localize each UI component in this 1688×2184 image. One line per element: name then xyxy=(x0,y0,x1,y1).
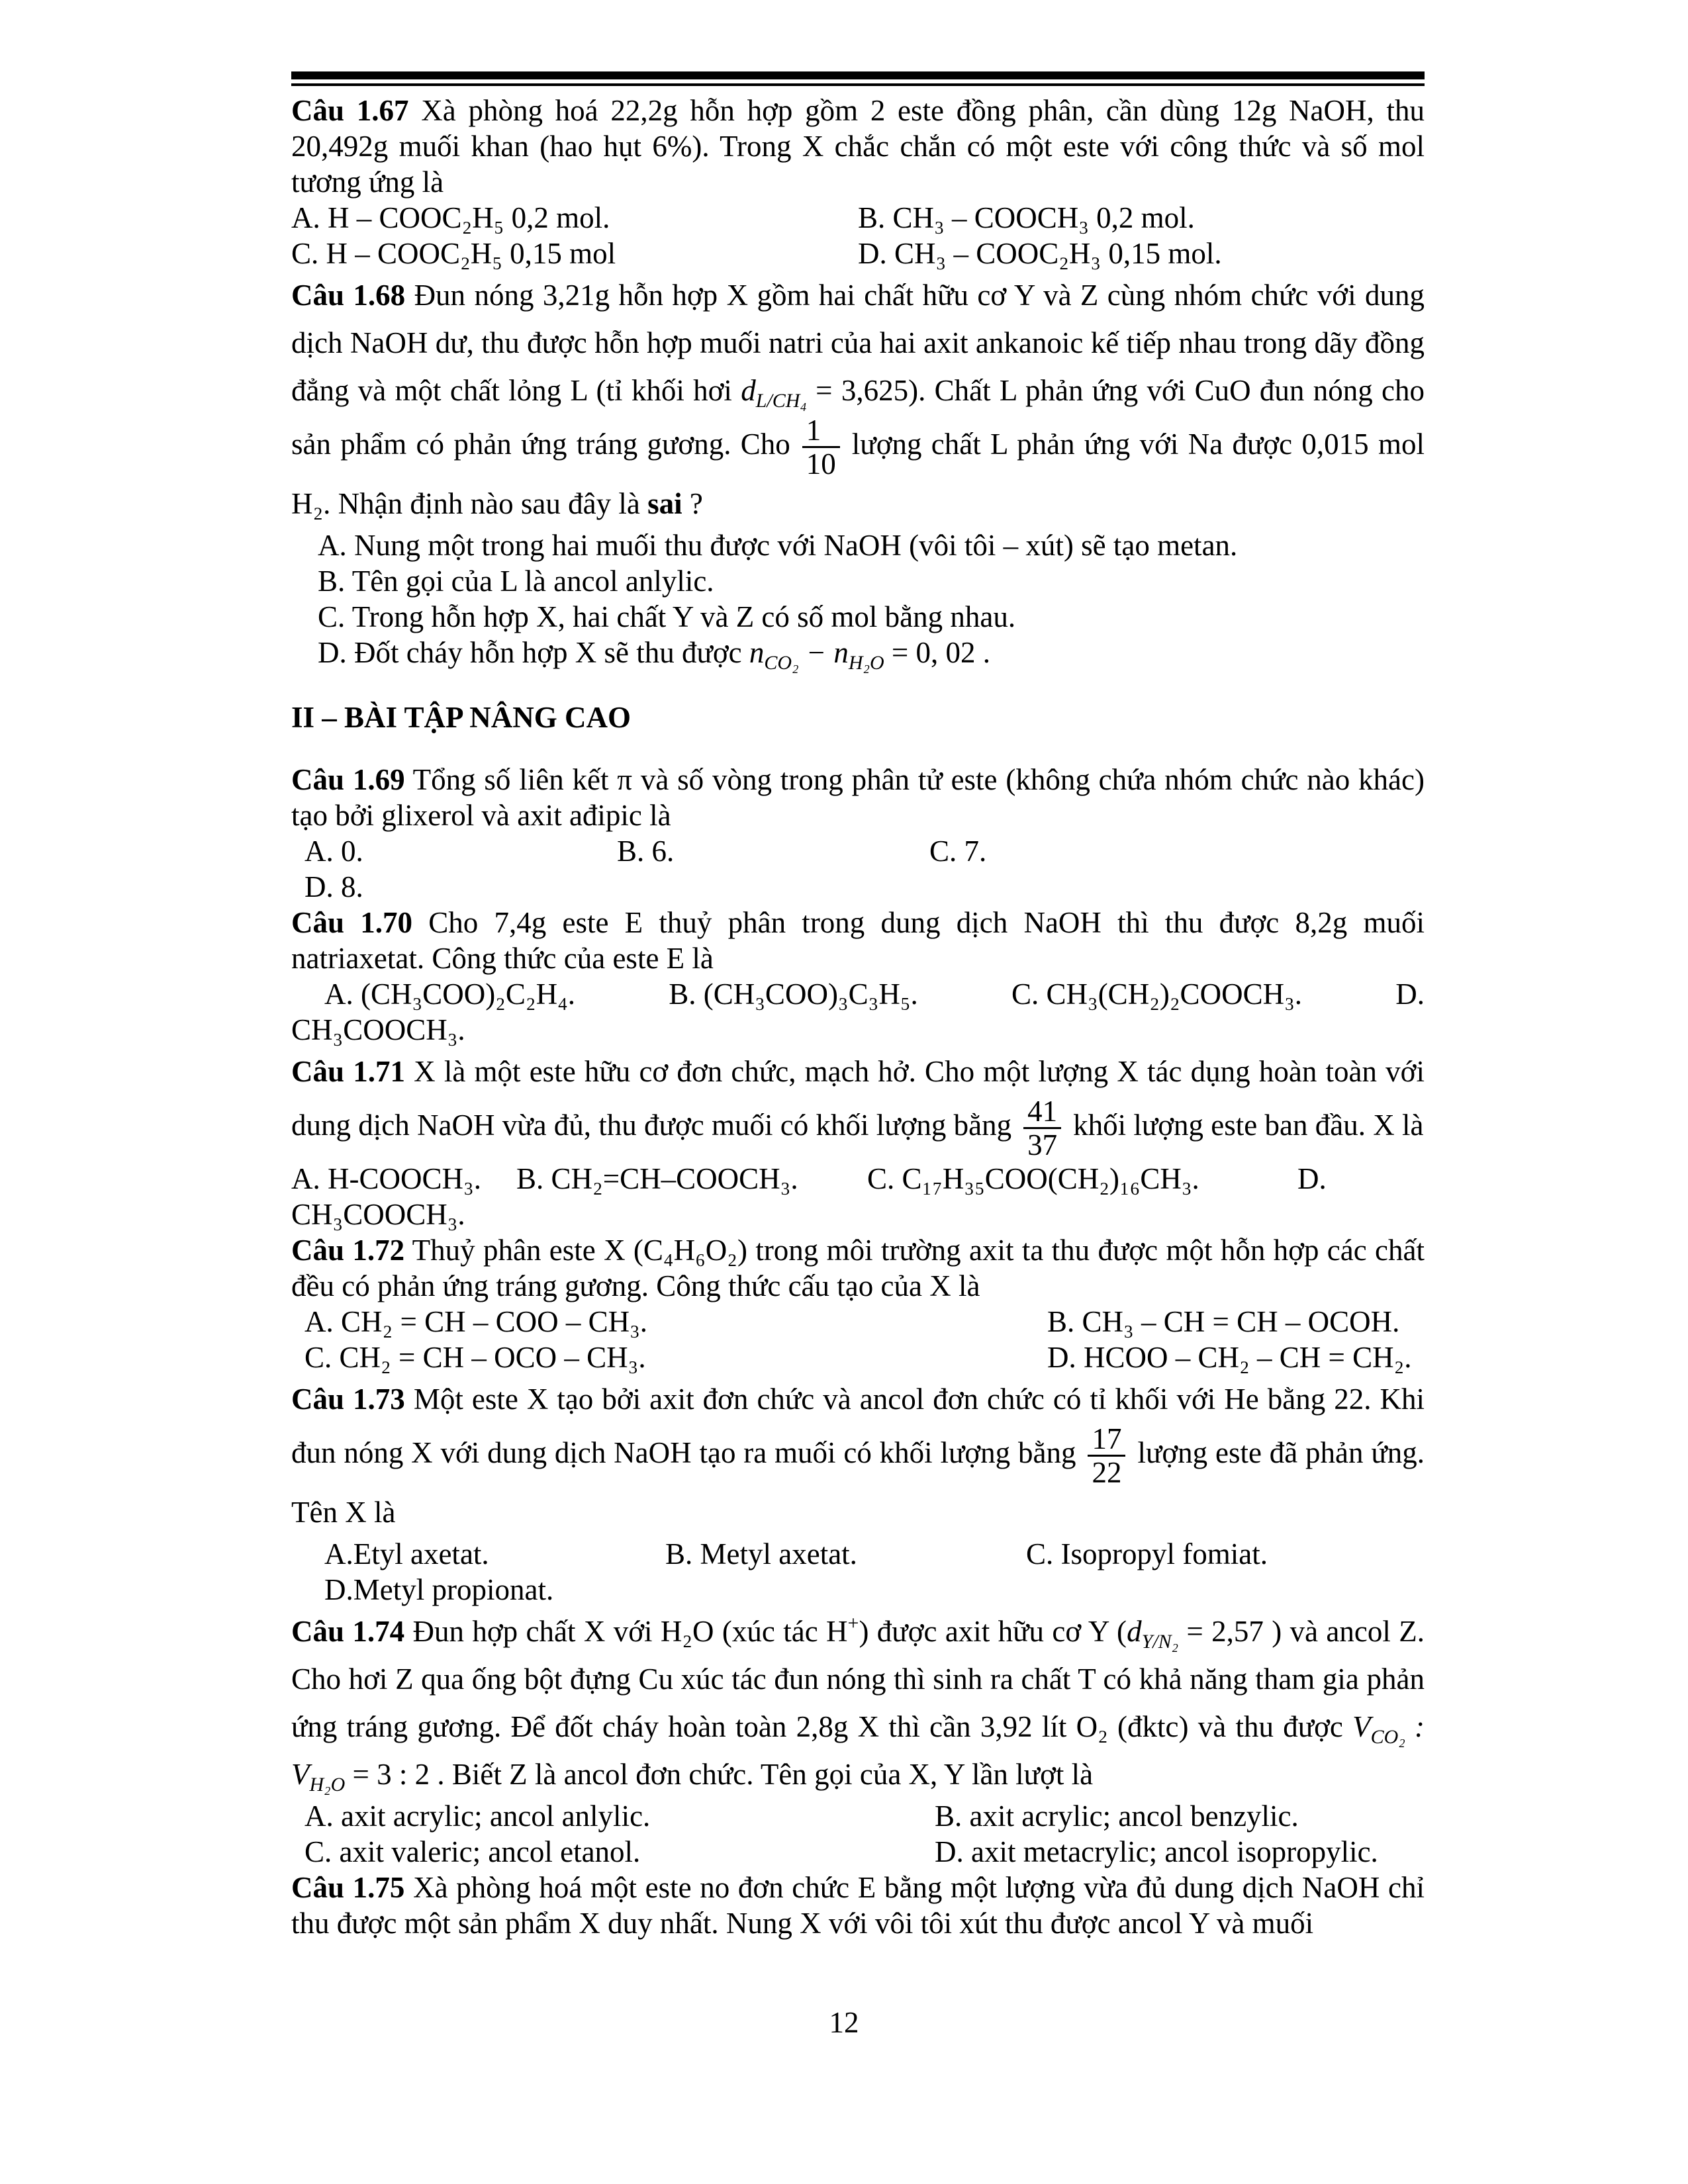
question-label: Câu 1.71 xyxy=(291,1055,405,1088)
option-d-text: CH₃COOCH₃. xyxy=(291,1198,465,1231)
question-label: Câu 1.70 xyxy=(291,906,413,939)
option-d: D. Đốt cháy hỗn hợp X sẽ thu được $n_{CO_2} - n_{H_2O} = 0$, 02 . xyxy=(318,636,991,674)
option-b: B. Metyl axetat. xyxy=(665,1537,857,1570)
question-1-71: Câu 1.71 X là một este hữu cơ đơn chức, mạch hở. Cho một lượng X tác dụng hoàn toàn với dung dịch NaOH vừa đủ, thu được muối có khối lượng bằng $\frac{41}{37}$ khối lượng este ban đầu. X là xyxy=(291,1055,1425,1161)
option-c: C. CH₃(CH₂)₂COOCH₃. xyxy=(1011,978,1303,1011)
option-c: C. axit valeric; ancol etanol. xyxy=(305,1835,641,1868)
question-1-73: Câu 1.73 Một este X tạo bởi axit đơn chức và ancol đơn chức có tỉ khối với He bằng 22. Khi đun nóng X với dung dịch NaOH tạo ra muối có khối lượng bằng $\frac{17}{22}$ lượng este đã phản ứng. Tên X là xyxy=(291,1383,1425,1529)
option-d-text: CH₃COOCH₃. xyxy=(291,1013,465,1046)
page-content xyxy=(291,93,1425,1941)
page-number: 12 xyxy=(829,2006,859,2039)
question-stem: Tổng số liên kết π và số vòng trong phân tử este (không chứa nhóm chức nào khác) tạo bởi glixerol và axit ađipic là xyxy=(291,763,1425,832)
question-1-70 xyxy=(291,905,1425,976)
fraction-41-37: $\frac{41}{37}$ xyxy=(1023,1095,1061,1161)
question-label: Câu 1.67 xyxy=(291,94,409,127)
section-title: II – BÀI TẬP NÂNG CAO xyxy=(291,701,631,734)
option-a: A. CH₂ = CH – COO – CH₃. xyxy=(305,1305,648,1338)
question-label: Câu 1.68 xyxy=(291,279,406,312)
density-symbol: d xyxy=(1127,1615,1142,1648)
question-label: Câu 1.74 xyxy=(291,1615,405,1648)
option-a: A. H-COOCH₃. xyxy=(291,1162,481,1195)
question-label: Câu 1.69 xyxy=(291,763,405,796)
options-1-67 xyxy=(291,200,1425,236)
option-b: B. 6. xyxy=(617,835,675,868)
option-b: B. CH₃ – COOCH₃ 0,2 mol. xyxy=(858,201,1195,234)
options-1-74-ab xyxy=(291,1798,1425,1834)
option-d: D. CH₃ – COOC₂H₃ 0,15 mol. xyxy=(858,237,1222,270)
option-b: B. CH₃ – CH = CH – OCOH. xyxy=(1047,1305,1400,1338)
options-1-72-cd xyxy=(291,1340,1425,1375)
options-1-67-cd xyxy=(291,236,1425,271)
fraction-1-10: $\frac{1}{10}$ xyxy=(802,414,840,480)
option-d: D. HCOO – CH₂ – CH = CH₂. xyxy=(1047,1341,1412,1374)
question-label: Câu 1.73 xyxy=(291,1383,405,1416)
header-rule-thick xyxy=(291,71,1425,79)
question-stem: Cho 7,4g este E thuỷ phân trong dung dịch NaOH thì thu được 8,2g muối natriaxetat. Công thức của este E là xyxy=(291,906,1425,975)
question-1-72 xyxy=(291,1232,1425,1304)
option-d-letter: D. xyxy=(1297,1162,1327,1195)
option-d: D. axit metacrylic; ancol isopropylic. xyxy=(935,1835,1378,1868)
question-1-75 xyxy=(291,1870,1425,1941)
question-1-67 xyxy=(291,93,1425,200)
option-d-letter: D. xyxy=(1395,978,1425,1011)
density-symbol: d xyxy=(741,374,756,407)
option-a: A. axit acrylic; ancol anlylic. xyxy=(305,1799,651,1833)
option-a: A. (CH₃COO)₂C₂H₄. xyxy=(324,978,576,1011)
emphasis-sai: sai xyxy=(647,487,682,520)
question-label: Câu 1.72 xyxy=(291,1234,405,1267)
question-label: Câu 1.75 xyxy=(291,1871,405,1904)
option-a: A.Etyl axetat. xyxy=(324,1537,489,1570)
header-rule-thin xyxy=(291,83,1425,86)
option-d: D.Metyl propionat. xyxy=(324,1573,554,1606)
options-1-72-ab xyxy=(291,1304,1425,1340)
option-c: C. Isopropyl fomiat. xyxy=(1026,1537,1268,1570)
option-b: B. (CH₃COO)₃C₃H₅. xyxy=(669,978,918,1011)
option-a: A. H – COOC₂H₅ 0,2 mol. xyxy=(291,201,610,234)
fraction-17-22: $\frac{17}{22}$ xyxy=(1088,1423,1125,1488)
option-d: D. 8. xyxy=(305,870,363,903)
question-stem: Xà phòng hoá một este no đơn chức E bằng một lượng vừa đủ dung dịch NaOH chỉ thu được một sản phẩm X duy nhất. Nung X với vôi tôi xút thu được ancol Y và muối xyxy=(291,1871,1425,1940)
option-a: A. Nung một trong hai muối thu được với NaOH (vôi tôi – xút) sẽ tạo metan. xyxy=(318,529,1238,562)
option-b: B. Tên gọi của L là ancol anlylic. xyxy=(318,565,714,598)
option-b: B. axit acrylic; ancol benzylic. xyxy=(935,1799,1299,1833)
question-1-68: Câu 1.68 Đun nóng 3,21g hỗn hợp X gồm hai chất hữu cơ Y và Z cùng nhóm chức với dung dịch NaOH dư, thu được hỗn hợp muối natri của hai axit ankanoic kế tiếp nhau trong dãy đồng đẳng và một chất lỏng L (tỉ khối hơi $d_{L/CH_4} = 3,625$). Chất L phản ứng với CuO đun nóng cho sản phẩm có phản ứng tráng gương. Cho $\frac{1}{10}$ lượng chất L phản ứng với Na được 0,015 mol H₂. Nhận định nào sau đây là sai ? xyxy=(291,279,1425,520)
option-a: A. 0. xyxy=(305,835,363,868)
options-1-74-cd xyxy=(291,1834,1425,1870)
option-c: C. Trong hỗn hợp X, hai chất Y và Z có số mol bằng nhau. xyxy=(318,600,1016,633)
options-1-73 xyxy=(291,1536,1425,1572)
options-1-70 xyxy=(291,976,1425,1012)
option-c: C. H – COOC₂H₅ 0,15 mol xyxy=(291,237,616,270)
option-b: B. CH₂=CH–COOCH₃. xyxy=(516,1162,798,1195)
option-c: C. C₁₇H₃₅COO(CH₂)₁₆CH₃. xyxy=(867,1162,1199,1195)
options-1-69 xyxy=(291,833,1425,869)
question-stem: Xà phòng hoá 22,2g hỗn hợp gồm 2 este đồng phân, cần dùng 12g NaOH, thu 20,492g muối khan (hao hụt 6%). Trong X chắc chắn có một este với công thức và số mol tương ứng là xyxy=(291,94,1425,199)
question-1-74: Câu 1.74 Đun hợp chất X với H₂O (xúc tác H+) được axit hữu cơ Y ($d_{Y/N_2} = 2,57$ ) và ancol Z. Cho hơi Z qua ống bột đựng Cu xúc tác đun nóng thì sinh ra chất T có khả năng tham gia phản ứng tráng gương. Để đốt cháy hoàn toàn 2,8g X thì cần 3,92 lít O₂ (đktc) và thu được $V_{CO_2}$ : $V_{H_2O} = 3$ : 2 . Biết Z là ancol đơn chức. Tên gọi của X, Y lần lượt là xyxy=(291,1612,1425,1796)
option-c: C. CH₂ = CH – OCO – CH₃. xyxy=(305,1341,646,1374)
option-c: C. 7. xyxy=(929,835,987,868)
question-stem: Thuỷ phân este X (C₄H₆O₂) trong môi trường axit ta thu được một hỗn hợp các chất đều có phản ứng tráng gương. Công thức cấu tạo của X là xyxy=(291,1234,1425,1302)
question-1-69 xyxy=(291,762,1425,833)
options-1-71 xyxy=(291,1161,1425,1197)
